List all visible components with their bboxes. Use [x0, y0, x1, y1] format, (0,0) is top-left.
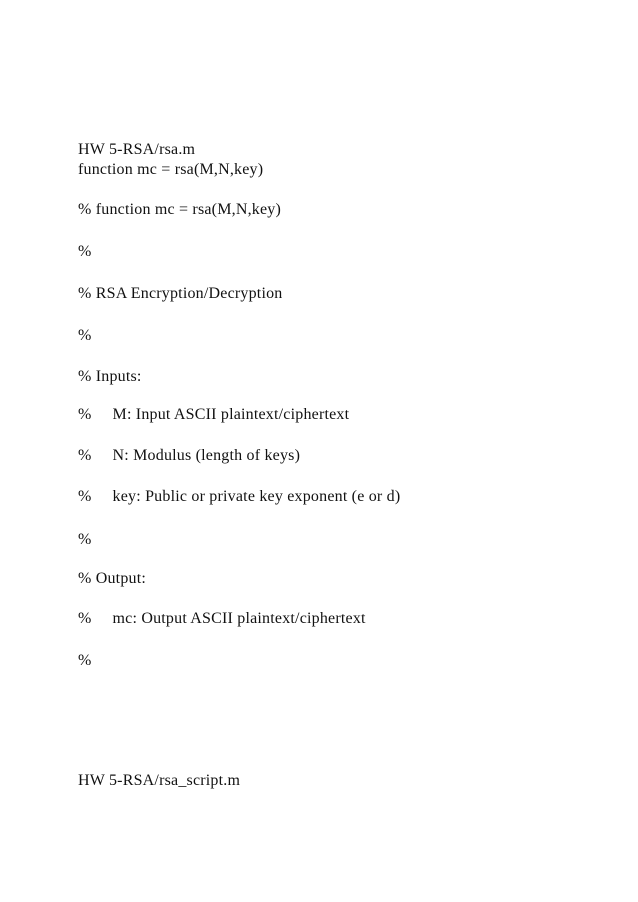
- file-heading-rsa: HW 5-RSA/rsa.m: [78, 141, 196, 158]
- code-line: %: [78, 327, 92, 344]
- code-line: % mc: Output ASCII plaintext/ciphertext: [78, 610, 366, 627]
- code-line: %: [78, 531, 92, 548]
- code-line: % Output:: [78, 570, 147, 587]
- code-line: % N: Modulus (length of keys): [78, 447, 301, 464]
- code-line: % function mc = rsa(M,N,key): [78, 201, 282, 218]
- code-line: % Inputs:: [78, 368, 142, 385]
- code-line: % RSA Encryption/Decryption: [78, 285, 283, 302]
- code-line: %: [78, 652, 92, 669]
- code-line: %: [78, 243, 92, 260]
- code-line: % M: Input ASCII plaintext/ciphertext: [78, 406, 350, 423]
- file-heading-rsa-script: HW 5-RSA/rsa_script.m: [78, 772, 241, 789]
- code-line: function mc = rsa(M,N,key): [78, 161, 264, 178]
- code-line: % key: Public or private key exponent (e or d): [78, 488, 401, 505]
